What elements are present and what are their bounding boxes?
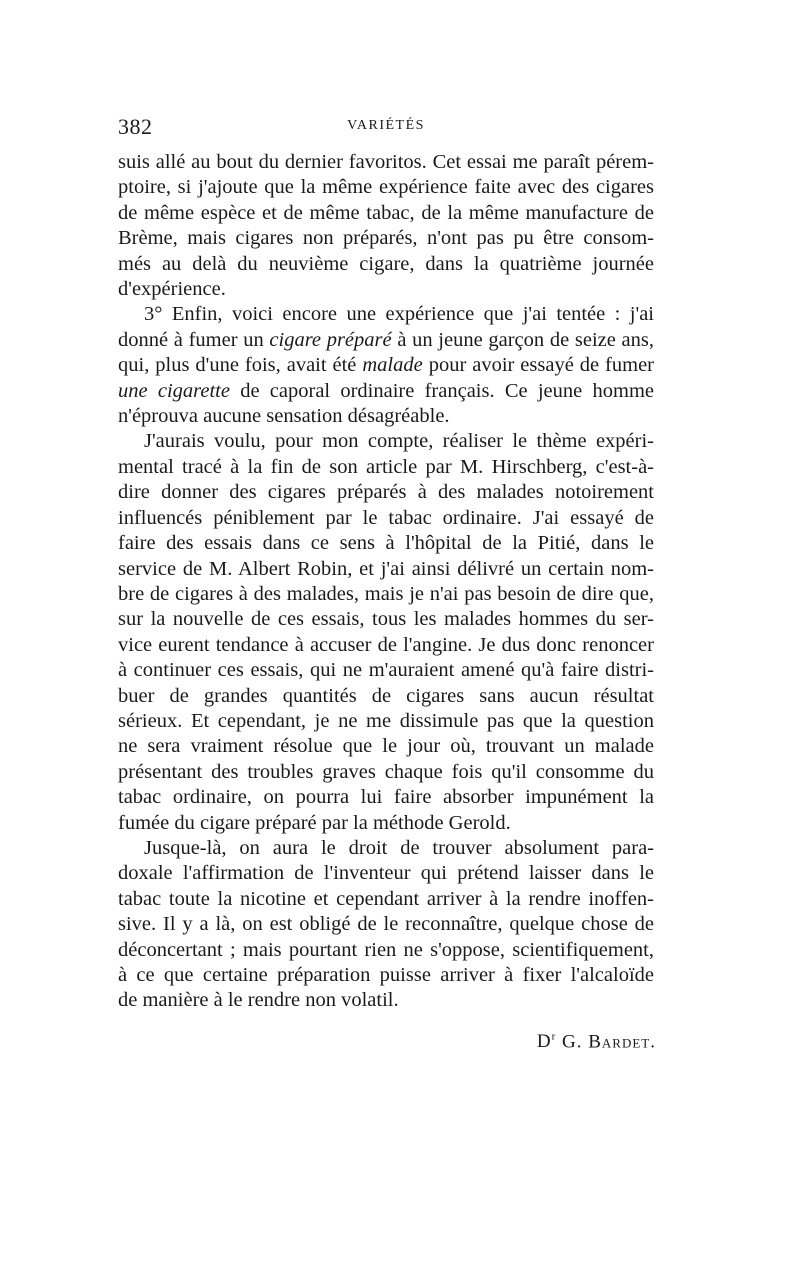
page-number: 382: [118, 114, 153, 139]
text-line: tabac ordinaire, on pourra lui faire absorber impunément la: [118, 786, 654, 809]
text-line: buer de grandes quantités de cigares sans aucun résultat: [118, 684, 654, 707]
paragraph: [118, 150, 654, 302]
text-line: une cigarette de caporal ordinaire français. Ce jeune homme: [118, 379, 654, 402]
signature-title: $D^r$: [536, 1031, 557, 1053]
text-line: sive. Il y a là, on est obligé de le reconnaître, quelque chose de: [118, 913, 654, 936]
text-line: fumée du cigare préparé par la méthode Gerold.: [118, 811, 511, 834]
text-line: sérieux. Et cependant, je ne me dissimule pas que la question: [118, 709, 654, 732]
text-line: faire des essais dans ce sens à l'hôpital de la Pitié, dans le: [118, 532, 654, 555]
text-line: donné à fumer un cigare préparé à un jeune garçon de seize ans,: [118, 328, 654, 351]
emphasis-text: cigare préparé: [269, 328, 392, 351]
text-line: de même espèce et de même tabac, de la même manufacture de: [118, 201, 654, 224]
text-line: d'expérience.: [118, 278, 226, 301]
text-line: 3° Enfin, voici encore une expérience que j'ai tentée : j'ai: [144, 303, 654, 326]
text-line: mental tracé à la fin de son article par M. Hirschberg, c'est-à-: [118, 455, 654, 478]
emphasis-text: une cigarette: [118, 379, 230, 402]
paragraph: [118, 429, 654, 836]
text-line: ptoire, si j'ajoute que la même expérience faite avec des cigares: [118, 176, 654, 199]
signature-name: G. Bardet.: [562, 1031, 656, 1053]
text-line: service de M. Albert Robin, et j'ai ainsi délivré un certain nom-: [118, 557, 654, 580]
author-signature: [537, 1031, 656, 1053]
text-line: à continuer ces essais, qui ne m'auraient amené qu'à faire distri-: [118, 659, 654, 682]
text-line: déconcertant ; mais pourtant rien ne s'oppose, scientifiquement,: [118, 938, 654, 961]
text-line: tabac toute la nicotine et cependant arriver à la rendre inoffen-: [118, 887, 654, 910]
running-head: VARIÉTÉS: [347, 118, 425, 133]
text-line: dire donner des cigares préparés à des malades notoirement: [118, 481, 654, 504]
text-line: Brème, mais cigares non préparés, n'ont pas pu être consom-: [118, 227, 654, 250]
text-line: présentant des troubles graves chaque fois qu'il consomme du: [118, 760, 654, 783]
text-line: J'aurais voulu, pour mon compte, réaliser le thème expéri-: [144, 430, 654, 453]
text-line: qui, plus d'une fois, avait été malade pour avoir essayé de fumer: [118, 354, 654, 377]
text-line: sur la nouvelle de ces essais, tous les malades hommes du ser-: [118, 608, 654, 631]
text-line: Jusque-là, on aura le droit de trouver absolument para-: [144, 836, 654, 859]
text-line: vice eurent tendance à accuser de l'angine. Je dus donc renoncer: [118, 633, 654, 656]
paragraph: [118, 836, 654, 1014]
text-line: doxale l'affirmation de l'inventeur qui prétend laisser dans le: [118, 862, 654, 885]
text-line: de manière à le rendre non volatil.: [118, 989, 399, 1012]
page-header: [118, 114, 654, 140]
text-line: més au delà du neuvième cigare, dans la quatrième journée: [118, 252, 654, 275]
text-line: n'éprouva aucune sensation désagréable.: [118, 405, 450, 428]
text-line: suis allé au bout du dernier favoritos. Cet essai me paraît pérem-: [118, 151, 654, 173]
text-line: ne sera vraiment résolue que le jour où, trouvant un malade: [118, 735, 654, 758]
text-line: bre de cigares à des malades, mais je n'ai pas besoin de dire que,: [118, 582, 654, 605]
paragraph: [118, 302, 654, 429]
text-line: influencés péniblement par le tabac ordinaire. J'ai essayé de: [118, 506, 654, 529]
emphasis-text: malade: [362, 354, 423, 377]
text-line: à ce que certaine préparation puisse arriver à fixer l'alcaloïde: [118, 964, 654, 986]
article-body: [118, 150, 654, 1014]
